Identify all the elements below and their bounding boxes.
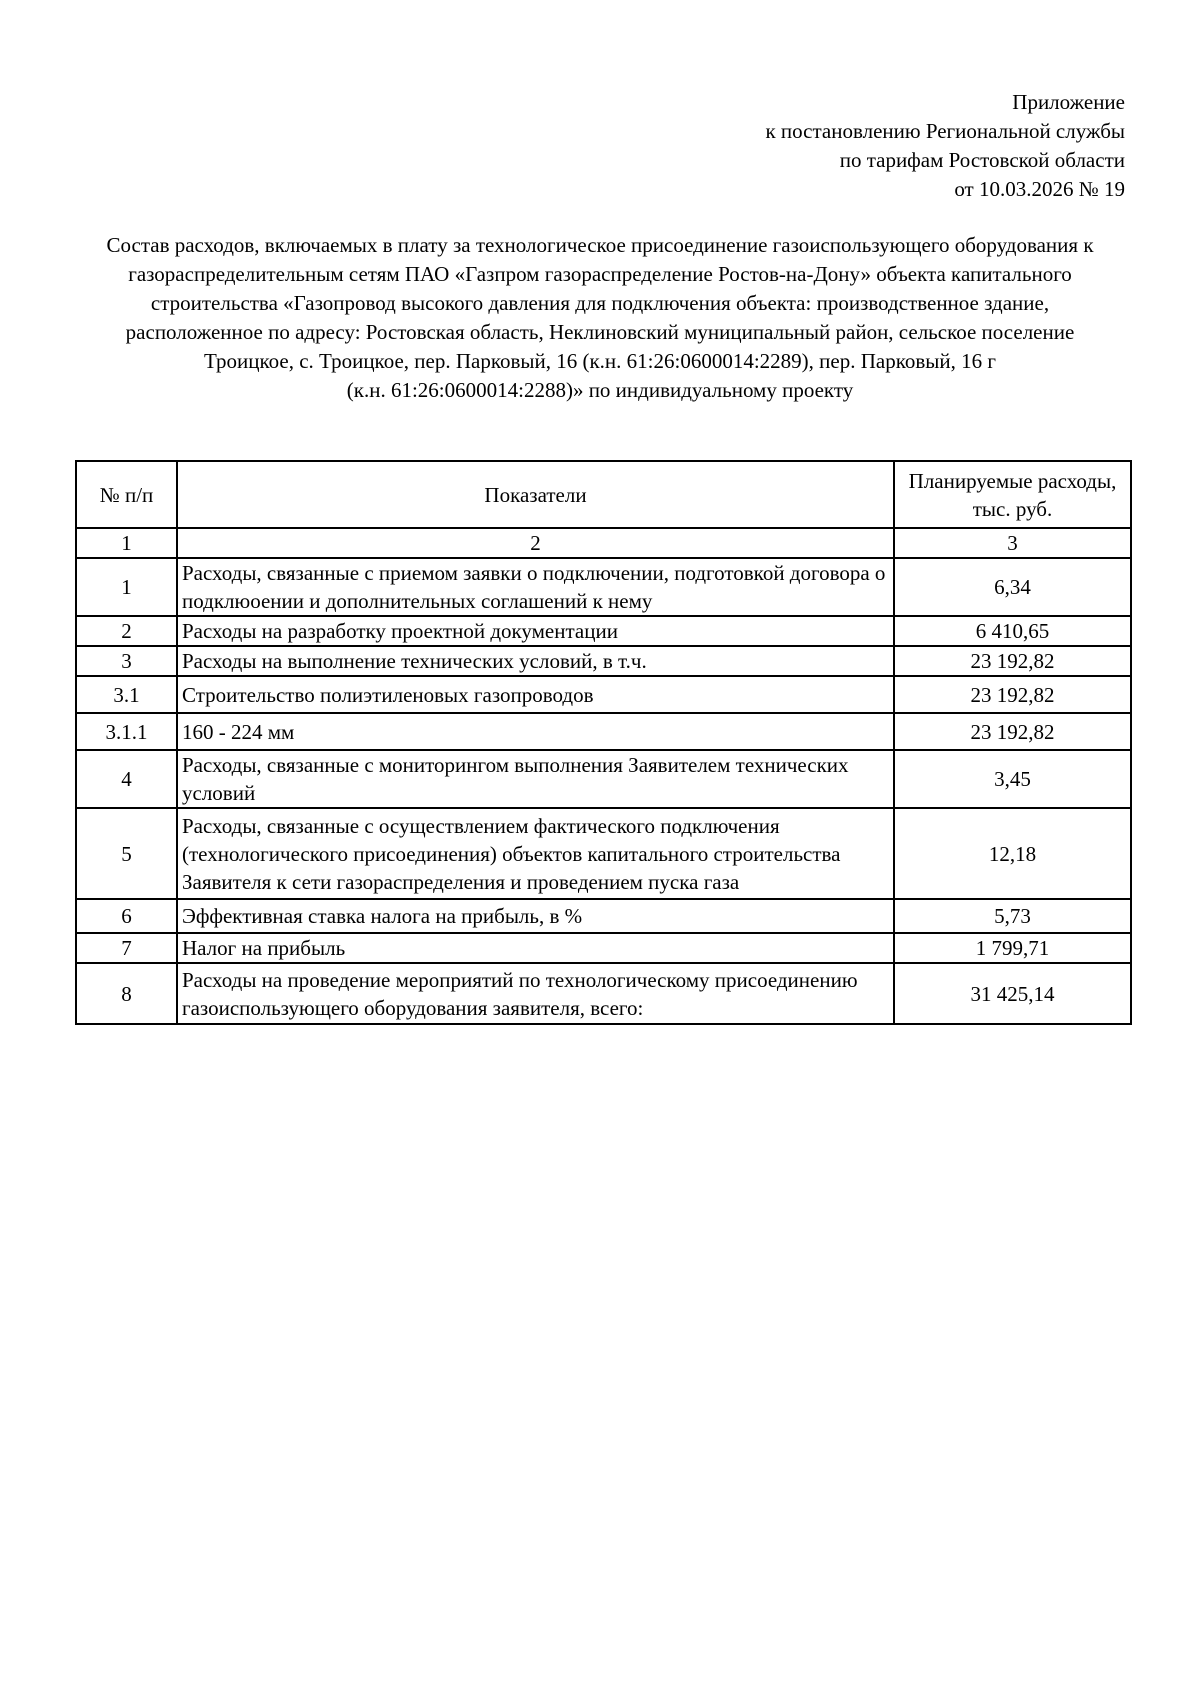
row-value: 1 799,71 bbox=[894, 933, 1131, 963]
row-num: 3 bbox=[76, 646, 177, 676]
row-name: 160 - 224 мм bbox=[177, 713, 894, 750]
table-row bbox=[76, 808, 1131, 899]
row-value: 23 192,82 bbox=[894, 713, 1131, 750]
table-row bbox=[76, 963, 1131, 1024]
row-num: 3.1.1 bbox=[76, 713, 177, 750]
row-value: 12,18 bbox=[894, 808, 1131, 899]
row-value: 23 192,82 bbox=[894, 676, 1131, 713]
column-number: 1 bbox=[76, 528, 177, 558]
title-line: Троицкое, с. Троицкое, пер. Парковый, 16 (к.н. 61:26:0600014:2289), пер. Парковый, 16 г bbox=[204, 349, 996, 373]
appendix-line: по тарифам Ростовской области bbox=[839, 148, 1125, 172]
row-name: Расходы, связанные с приемом заявки о подключении, подготовкой договора о подклюоении и дополнительных соглашений к нему bbox=[177, 558, 894, 616]
appendix-block bbox=[565, 88, 1125, 204]
row-value: 5,73 bbox=[894, 899, 1131, 933]
row-name: Расходы, связанные с осуществлением фактического подключения (технологического присоединения) объектов капитального строительства Заявителя к сети газораспределения и проведением пуска газа bbox=[177, 808, 894, 899]
table-row bbox=[76, 713, 1131, 750]
title-line: расположенное по адресу: Ростовская область, Неклиновский муниципальный район, сельское поселение bbox=[125, 320, 1075, 344]
appendix-line: от 10.03.2026 № 19 bbox=[954, 177, 1125, 201]
row-value: 31 425,14 bbox=[894, 963, 1131, 1024]
row-value: 6,34 bbox=[894, 558, 1131, 616]
column-number: 2 bbox=[177, 528, 894, 558]
title-line: (к.н. 61:26:0600014:2288)» по индивидуальному проекту bbox=[346, 378, 854, 402]
row-num: 6 bbox=[76, 899, 177, 933]
header-name: Показатели bbox=[177, 461, 894, 528]
header-value-line: тыс. руб. bbox=[972, 496, 1053, 521]
header-value-line: Планируемые расходы, bbox=[908, 468, 1117, 493]
header-value bbox=[894, 461, 1131, 528]
table-row bbox=[76, 616, 1131, 646]
row-name: Расходы, связанные с мониторингом выполнения Заявителем технических условий bbox=[177, 750, 894, 808]
appendix-line: к постановлению Региональной службы bbox=[765, 119, 1125, 143]
row-num: 5 bbox=[76, 808, 177, 899]
row-value: 23 192,82 bbox=[894, 646, 1131, 676]
document-title bbox=[62, 231, 1138, 405]
costs-table bbox=[75, 460, 1132, 1025]
row-name: Строительство полиэтиленовых газопроводов bbox=[177, 676, 894, 713]
row-value: 6 410,65 bbox=[894, 616, 1131, 646]
row-name: Расходы на разработку проектной документации bbox=[177, 616, 894, 646]
row-num: 7 bbox=[76, 933, 177, 963]
row-num: 2 bbox=[76, 616, 177, 646]
table-row bbox=[76, 933, 1131, 963]
table-row bbox=[76, 899, 1131, 933]
row-name: Расходы на выполнение технических условий, в т.ч. bbox=[177, 646, 894, 676]
column-number: 3 bbox=[894, 528, 1131, 558]
title-line: газораспределительным сетям ПАО «Газпром газораспределение Ростов-на-Дону» объекта капитального bbox=[128, 262, 1072, 286]
row-value: 3,45 bbox=[894, 750, 1131, 808]
title-line: строительства «Газопровод высокого давления для подключения объекта: производственное здание, bbox=[150, 291, 1050, 315]
row-name: Эффективная ставка налога на прибыль, в % bbox=[177, 899, 894, 933]
column-number-row bbox=[76, 528, 1131, 558]
table-row bbox=[76, 558, 1131, 616]
row-num: 3.1 bbox=[76, 676, 177, 713]
table-row bbox=[76, 646, 1131, 676]
row-num: 8 bbox=[76, 963, 177, 1024]
row-name: Налог на прибыль bbox=[177, 933, 894, 963]
table-header-row bbox=[76, 461, 1131, 528]
table-row bbox=[76, 750, 1131, 808]
row-num: 1 bbox=[76, 558, 177, 616]
header-num: № п/п bbox=[76, 461, 177, 528]
row-num: 4 bbox=[76, 750, 177, 808]
appendix-line: Приложение bbox=[1012, 90, 1125, 114]
table-row bbox=[76, 676, 1131, 713]
row-name: Расходы на проведение мероприятий по технологическому присоединению газоиспользующего оборудования заявителя, всего: bbox=[177, 963, 894, 1024]
title-line: Состав расходов, включаемых в плату за технологическое присоединение газоиспользующего оборудования к bbox=[106, 233, 1094, 257]
